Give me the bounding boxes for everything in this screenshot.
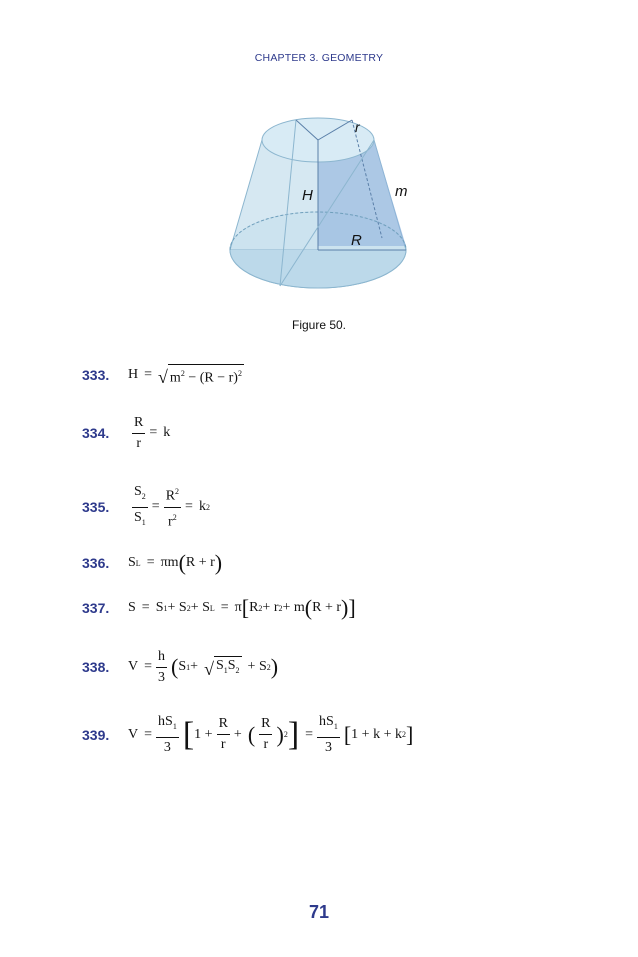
formula-expression: H = √ $m^2 - (R - r)^2$ <box>128 364 244 387</box>
formula-number: 338. <box>82 659 110 675</box>
formula-number: 336. <box>82 555 110 571</box>
formula-expression: V = $\frac{h}{3}$ ( S 1 + √ $S_1S_2$ + S 2 ) <box>128 648 279 685</box>
formula-337 <box>82 583 356 633</box>
formula-number: 334. <box>82 425 110 441</box>
label-R: R <box>351 232 362 249</box>
figure-caption: Figure 50. <box>291 318 347 332</box>
formula-expression: $\frac{S_2}{S_1}$ = $\frac{R^2}{r^2}$ = k 2 <box>134 483 210 530</box>
formula-333 <box>82 350 244 400</box>
formula-339 <box>82 710 413 760</box>
page-number: 71 <box>308 902 330 922</box>
label-r: r <box>355 119 360 135</box>
formula-expression: $\frac{R}{r}$ = k <box>134 414 171 451</box>
formula-number: 337. <box>82 600 110 616</box>
label-H: H <box>302 187 313 204</box>
formula-336 <box>82 538 222 588</box>
formula-338 <box>82 642 278 692</box>
formula-expression: S L = πm ( R + r ) <box>128 550 223 575</box>
bottom-front-edge <box>230 250 406 288</box>
formula-number: 335. <box>82 499 110 515</box>
formula-335 <box>82 482 210 532</box>
chapter-header: CHAPTER 3. GEOMETRY <box>254 52 384 64</box>
formula-expression: V = $\frac{hS_1}{3}$ [ 1 + $\frac{R}{r}$ + ( $\frac{R}{r}$ ) 2 ] = $\frac{hS_1}{3}$ [ 1 + k + k 2 ] <box>128 714 414 755</box>
label-m: m <box>395 183 408 200</box>
formula-334 <box>82 408 170 458</box>
frustum-figure <box>222 108 422 298</box>
formula-number: 339. <box>82 727 110 743</box>
formula-number: 333. <box>82 367 110 383</box>
formula-expression: S = S 1 + S 2 + S L = π [ R 2 + r 2 + m ( R + r ) ] <box>128 595 356 620</box>
